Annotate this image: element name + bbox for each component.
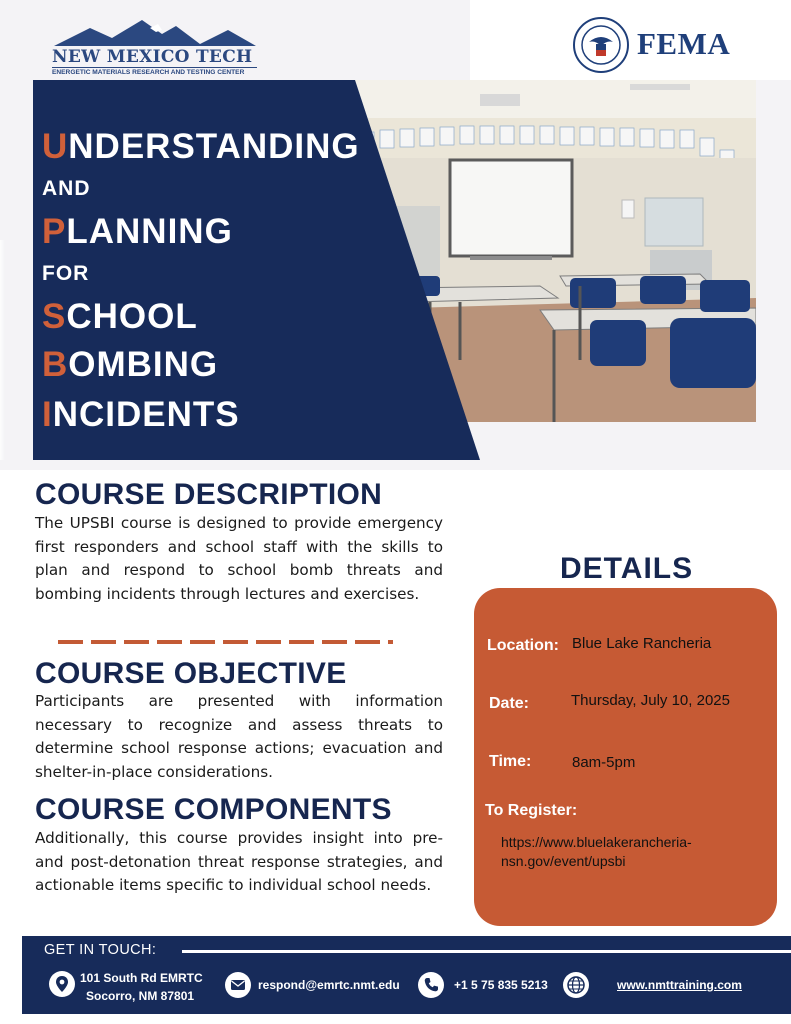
course-components-text: Additionally, this course provides insight into pre- and post-detonation threat response strategies, and actionable items specific to individual school needs. [35, 829, 443, 894]
date-value: Thursday, July 10, 2025 [571, 692, 730, 709]
get-in-touch-label: GET IN TOUCH: [44, 942, 157, 958]
title-line-2: AND [42, 177, 91, 200]
dashed-divider [58, 640, 393, 644]
email-icon [224, 971, 252, 999]
time-value: 8am-5pm [572, 754, 636, 771]
title-line-5: SCHOOL [42, 297, 198, 336]
course-objective-text: Participants are presented with information necessary to recognize and assess threats to determine school response actions; evacuation and shelter-in-place considerations. [35, 692, 443, 781]
title-line-4: FOR [42, 262, 90, 285]
dhs-seal-icon [572, 16, 630, 74]
phone-number[interactable]: +1 5 75 835 5213 [454, 978, 548, 992]
website-link[interactable]: www.nmttraining.com [617, 978, 742, 992]
fema-wordmark: FEMA [637, 26, 731, 61]
email-link[interactable]: respond@emrtc.nmt.edu [258, 978, 400, 992]
course-objective-heading: COURSE OBJECTIVE [35, 657, 347, 690]
nmt-logo-subtitle: ENERGETIC MATERIALS RESEARCH AND TESTING CENTER [52, 67, 257, 76]
globe-icon [562, 971, 590, 999]
address-line-2: Socorro, NM 87801 [86, 989, 195, 1003]
register-label: To Register: [485, 802, 578, 819]
details-heading: DETAILS [560, 552, 694, 585]
nmt-logo-name: NEW MEXICO TECH [52, 47, 253, 67]
title-line-6: BOMBING [42, 345, 219, 384]
course-description-text: The UPSBI course is designed to provide emergency first responders and school staff with the skills to plan and respond to school bomb threats and bombing incidents through lectures and exercises. [35, 514, 443, 603]
footer-bottom-edge [0, 1014, 791, 1024]
course-components-heading: COURSE COMPONENTS [35, 793, 392, 826]
location-pin-icon [48, 970, 76, 998]
time-label: Time: [489, 753, 532, 770]
title-line-7: INCIDENTS [42, 395, 240, 434]
title-line-3: PLANNING [42, 212, 233, 251]
get-in-touch-rule [182, 950, 791, 953]
date-label: Date: [489, 695, 530, 712]
location-value: Blue Lake Rancheria [572, 635, 712, 652]
phone-icon [417, 971, 445, 999]
header-background-right [470, 0, 791, 80]
location-label: Location: [487, 637, 559, 654]
address-line-1: 101 South Rd EMRTC [80, 971, 203, 985]
course-description-heading: COURSE DESCRIPTION [35, 478, 383, 511]
register-link[interactable]: https://www.bluelakerancheria-nsn.gov/event/upsbi [501, 834, 692, 869]
title-line-1: UNDERSTANDING [42, 127, 360, 166]
